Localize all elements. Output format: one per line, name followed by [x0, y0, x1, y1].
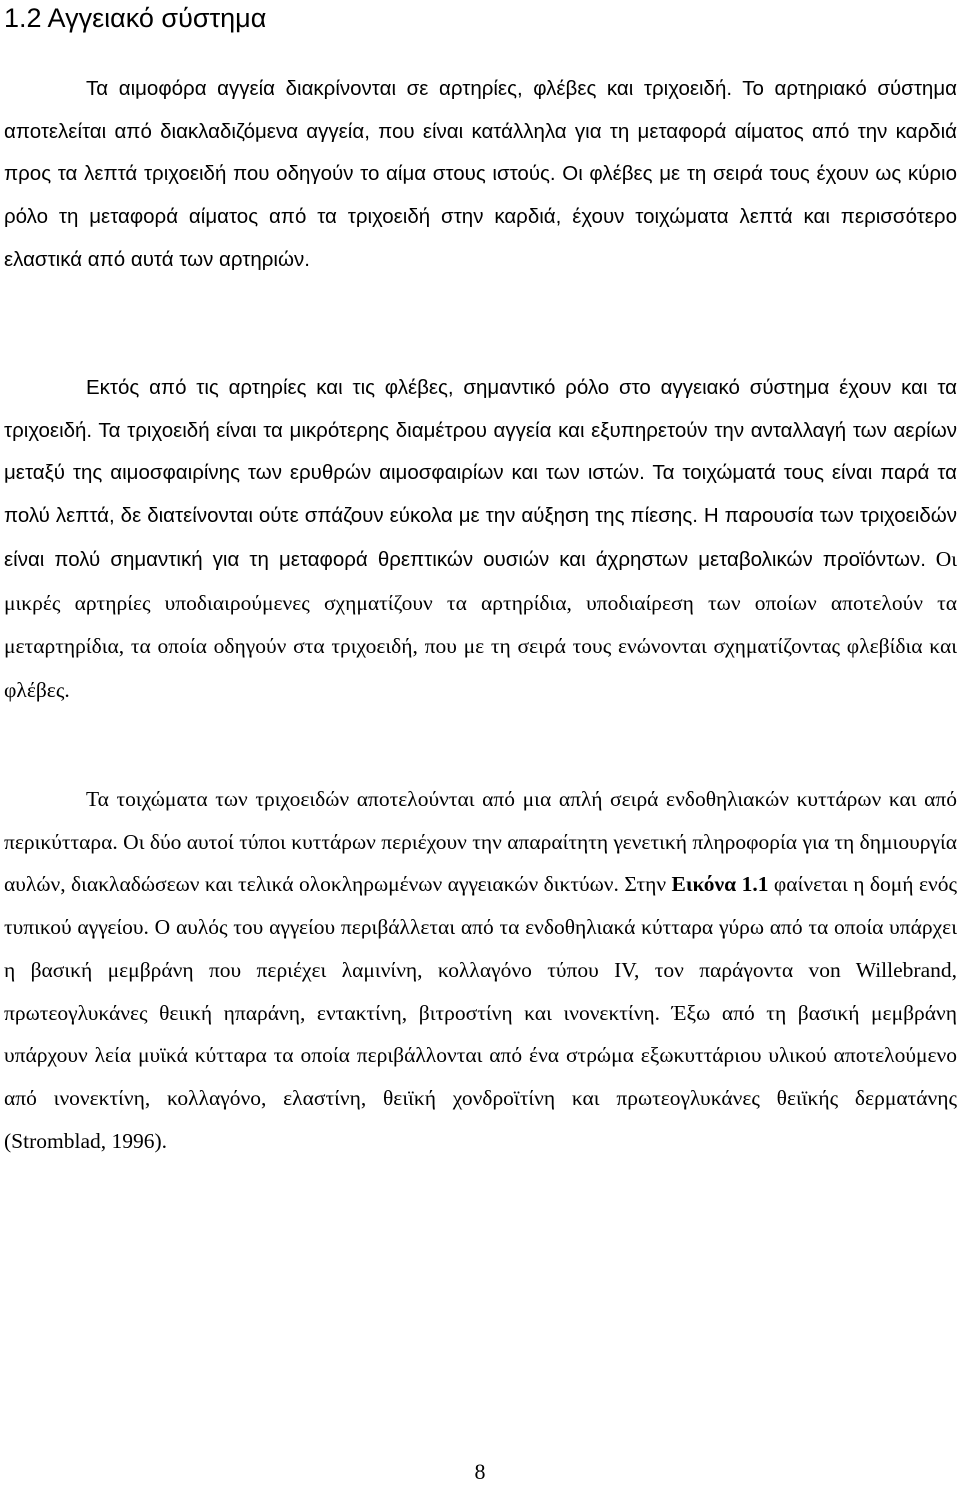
figure-reference: Εικόνα 1.1 — [671, 872, 769, 897]
paragraph-text: Εκτός από τις αρτηρίες και τις φλέβες, σημαντικό ρόλο στο αγγειακό σύστημα έχουν και τα τριχοειδή. Τα τριχοειδή είναι τα μικρότερης διαμέτρου αγγεία και εξυπηρετούν την ανταλλαγή των αερίων μεταξύ της αιμοσφαιρίνης των ερυθρών αιμοσφαιρίων και των ιστών. Τα τοιχώματά τους είναι παρά τα πολύ λεπτά, δε διατείνονται ούτε σπάζουν εύκολα με την αύξηση της πίεσης. Η παρουσία των τριχοειδών είναι πολύ σημαντική για τη μεταφορά θρεπτικών ουσιών και άχρηστων μεταβολικών προϊόντων. — [4, 376, 957, 571]
section-heading: 1.2 Αγγειακό σύστημα — [4, 3, 267, 33]
paragraph-text: φαίνεται η δομή ενός τυπικού αγγείου. Ο αυλός του αγγείου περιβάλλεται από τα ενδοθηλιακά κύτταρα γύρω από τα οποία υπάρχει η βασική μεμβράνη που περιέχει λαμινίνη, κολλαγόνο τύπου IV, τον παράγοντα von Willebrand, πρωτεογλυκάνες θειική ηπαράνη, εντακτίνη, βιτροστίνη και ινονεκτίνη. Έξω από τη βασική μεμβράνη υπάρχουν λεία μυϊκά κύτταρα τα οποία περιβάλλονται από ένα στρώμα εξωκυττάριου υλικού αποτελούμενο από ινονεκτίνη, κολλαγόνο, ελαστίνη, θειϊκή χονδροϊτίνη και πρωτεογλυκάνες θειϊκής δερματάνης (Stromblad, 1996). — [4, 872, 957, 1153]
paragraph-capillary-walls — [4, 778, 957, 1162]
paragraph-text: Τα αιμοφόρα αγγεία διακρίνονται σε αρτηρίες, φλέβες και τριχοειδή. Το αρτηριακό σύστημα αποτελείται από διακλαδιζόμενα αγγεία, που είναι κατάλληλα για τη μεταφορά αίματος από την καρδιά προς τα λεπτά τριχοειδή που οδηγούν το αίμα στους ιστούς. Οι φλέβες με τη σειρά τους έχουν ως κύριο ρόλο τη μεταφορά αίματος από τα τριχοειδή στην καρδιά, έχουν τοιχώματα λεπτά και περισσότερο ελαστικά από αυτά των αρτηριών. — [4, 77, 957, 271]
paragraph-capillaries — [4, 367, 957, 713]
page-number: 8 — [474, 1459, 486, 1484]
paragraph-text: Τα τοιχώματα των τριχοειδών αποτελούνται από μια απλή σειρά ενδοθηλιακών κυττάρων και από περικύτταρα. Οι δύο αυτοί τύποι κυττάρων περιέχουν την απαραίτητη γενετική πληροφορία για τη δημιουργία αυλών, διακλαδώσεων και τελικά ολοκληρωμένων αγγειακών δικτύων. Στην — [4, 787, 957, 897]
paragraph-text-serif: Οι μικρές αρτηρίες υποδιαιρούμενες σχηματίζουν τα αρτηρίδια, υποδιαίρεση των οποίων αποτελούν τα μεταρτηρίδια, τα οποία οδηγούν στα τριχοειδή, που με τη σειρά τους ενώνονται σχηματίζοντας φλεβίδια και φλέβες. — [4, 546, 958, 702]
paragraph-blood-vessels — [4, 68, 957, 282]
